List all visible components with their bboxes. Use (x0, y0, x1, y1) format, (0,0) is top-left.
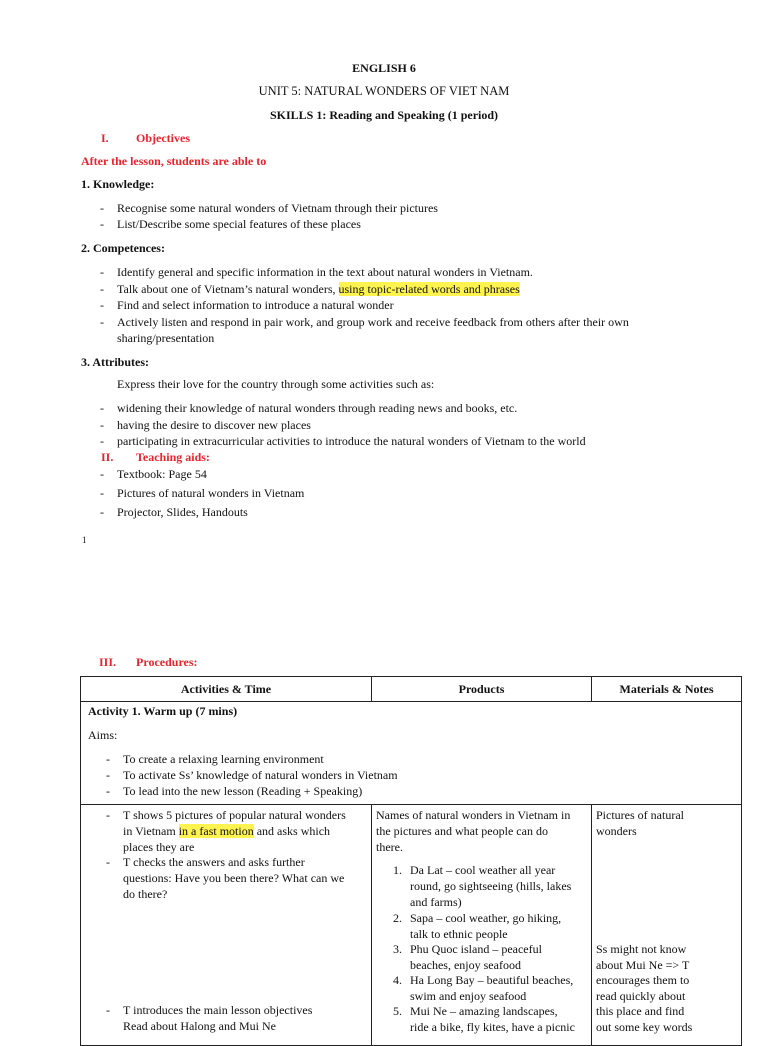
teaching-aids-heading: Teaching aids: (136, 450, 210, 464)
product-item: talk to ethnic people (410, 927, 508, 941)
teaching-aids-num: II. (101, 450, 114, 464)
activity-step: do there? (123, 887, 168, 901)
column-header-activities: Activities & Time (81, 677, 372, 702)
competence-item (117, 282, 520, 296)
competences-heading: 2. Competences: (81, 241, 165, 255)
procedures-table (80, 676, 742, 1046)
competence-item: Find and select information to introduce a natural wonder (117, 298, 394, 312)
material-note: Ss might not know (596, 942, 687, 956)
product-item: Sapa – cool weather, go hiking, (410, 911, 562, 925)
competence-item-text: Talk about one of Vietnam’s natural wonders, (117, 282, 339, 296)
product-item: ride a bike, fly kites, have a picnic (410, 1020, 575, 1034)
products-cell (372, 805, 592, 1046)
aims-label: Aims: (88, 728, 118, 742)
knowledge-item: Recognise some natural wonders of Vietnam through their pictures (117, 201, 438, 215)
activity-step: places they are (123, 840, 195, 854)
products-intro: the pictures and what people can do (376, 824, 548, 838)
activity-title: Activity 1. Warm up (7 mins) (88, 704, 238, 718)
attributes-heading: 3. Attributes: (81, 355, 149, 369)
list-number: 1. (393, 863, 402, 877)
product-item: swim and enjoy seafood (410, 989, 527, 1003)
bullet-dash: - (100, 265, 104, 279)
column-header-materials: Materials & Notes (592, 677, 742, 702)
bullet-dash: - (100, 298, 104, 312)
procedures-num: III. (99, 655, 117, 669)
footnote-number: 1 (82, 535, 87, 545)
activity-content-row (81, 805, 742, 1046)
product-item: beaches, enjoy seafood (410, 958, 521, 972)
list-number: 3. (393, 942, 402, 956)
activity-step: questions: Have you been there? What can we (123, 871, 345, 885)
bullet-dash: - (106, 752, 110, 766)
teaching-aid-item: Pictures of natural wonders in Vietnam (117, 486, 305, 500)
skills-title: SKILLS 1: Reading and Speaking (1 period) (269, 108, 499, 122)
table-header-row (81, 677, 742, 702)
bullet-dash: - (100, 418, 104, 432)
product-item: and farms) (410, 895, 462, 909)
competence-item-continued: sharing/presentation (117, 331, 215, 345)
attribute-item: participating in extracurricular activities to introduce the natural wonders of Vietnam to the world (117, 434, 586, 448)
products-intro: Names of natural wonders in Vietnam in (376, 808, 571, 822)
product-item: Da Lat – cool weather all year (410, 863, 556, 877)
column-header-products: Products (372, 677, 592, 702)
product-item: Mui Ne – amazing landscapes, (410, 1004, 558, 1018)
activity-step-text: in Vietnam (123, 824, 179, 838)
activities-cell (81, 805, 372, 1046)
material-note: encourages them to (596, 973, 690, 987)
activity-step: T introduces the main lesson objectives (123, 1003, 313, 1017)
material-note: this place and find (596, 1004, 685, 1018)
attributes-intro: Express their love for the country through some activities such as: (117, 377, 435, 391)
activity-step: T shows 5 pictures of popular natural wonders (123, 808, 346, 822)
list-number: 4. (393, 973, 402, 987)
bullet-dash: - (100, 217, 104, 231)
attribute-item: having the desire to discover new places (117, 418, 311, 432)
bullet-dash: - (106, 768, 110, 782)
highlighted-text: using topic-related words and phrases (338, 282, 520, 296)
material-item: wonders (596, 824, 637, 838)
activity-step: T checks the answers and asks further (123, 855, 305, 869)
material-note: out some key words (596, 1020, 693, 1034)
activity-aims-row (81, 702, 742, 805)
teaching-aid-item: Projector, Slides, Handouts (117, 505, 248, 519)
bullet-dash: - (106, 855, 110, 869)
knowledge-heading: 1. Knowledge: (81, 177, 155, 191)
doc-title: ENGLISH 6 (352, 61, 416, 75)
activity-step (123, 824, 330, 838)
materials-cell (592, 805, 742, 1046)
bullet-dash: - (100, 401, 104, 415)
highlighted-text: in a fast motion (178, 824, 254, 838)
teaching-aid-item: Textbook: Page 54 (117, 467, 207, 481)
attribute-item: widening their knowledge of natural wonders through reading news and books, etc. (117, 401, 518, 415)
objectives-heading: Objectives (136, 131, 190, 145)
bullet-dash: - (106, 808, 110, 822)
bullet-dash: - (100, 467, 104, 481)
bullet-dash: - (100, 434, 104, 448)
bullet-dash: - (100, 201, 104, 215)
material-note: read quickly about (596, 989, 686, 1003)
aim-item: To create a relaxing learning environment (123, 752, 324, 766)
product-item: Phu Quoc island – peaceful (410, 942, 542, 956)
bullet-dash: - (100, 505, 104, 519)
material-item: Pictures of natural (596, 808, 684, 822)
material-note: about Mui Ne => T (596, 958, 690, 972)
objectives-intro: After the lesson, students are able to (81, 154, 267, 168)
activity-step: Read about Halong and Mui Ne (123, 1019, 276, 1033)
bullet-dash: - (100, 282, 104, 296)
list-number: 2. (393, 911, 402, 925)
products-intro: there. (376, 840, 403, 854)
procedures-heading: Procedures: (136, 655, 198, 669)
unit-title: UNIT 5: NATURAL WONDERS OF VIET NAM (258, 84, 510, 98)
aim-item: To lead into the new lesson (Reading + Speaking) (123, 784, 363, 798)
aim-item: To activate Ss’ knowledge of natural wonders in Vietnam (123, 768, 398, 782)
list-number: 5. (393, 1004, 402, 1018)
bullet-dash: - (100, 315, 104, 329)
activity-step-text: and asks which (253, 824, 331, 838)
bullet-dash: - (106, 1003, 110, 1017)
product-item: Ha Long Bay – beautiful beaches, (410, 973, 574, 987)
competence-item: Identify general and specific information in the text about natural wonders in Vietnam. (117, 265, 533, 279)
competence-item: Actively listen and respond in pair work, and group work and receive feedback from others after their own (117, 315, 629, 329)
knowledge-item: List/Describe some special features of these places (117, 217, 361, 231)
product-item: round, go sightseeing (hills, lakes (410, 879, 572, 893)
activity-aims-cell (81, 702, 742, 805)
bullet-dash: - (106, 784, 110, 798)
bullet-dash: - (100, 486, 104, 500)
objectives-num: I. (101, 131, 109, 145)
